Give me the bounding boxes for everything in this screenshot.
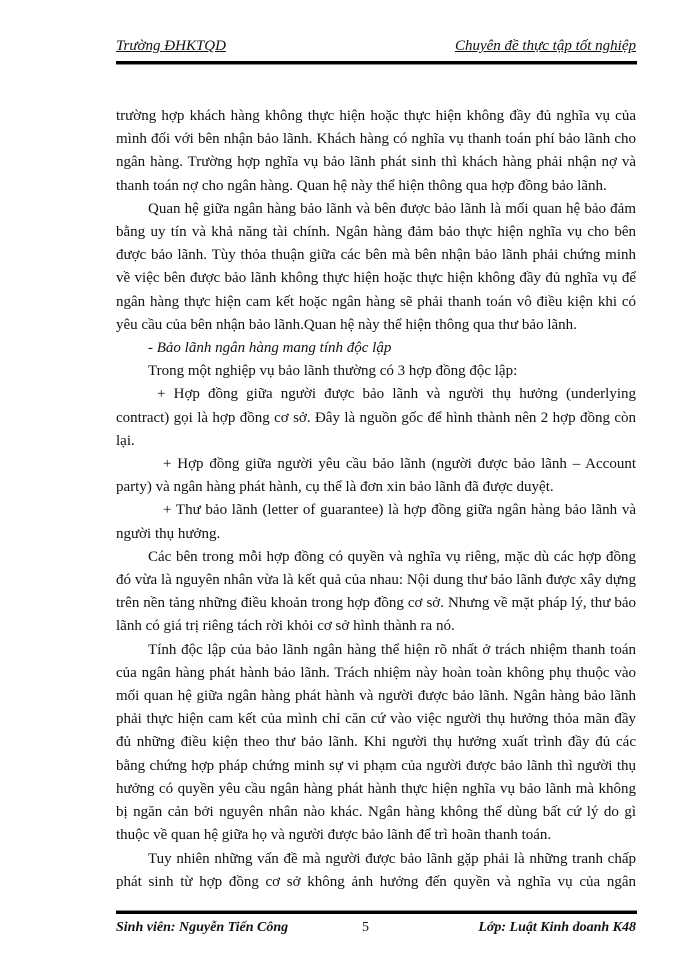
paragraph: Các bên trong mỗi hợp đồng có quyền và nghĩa vụ riêng, mặc dù các hợp đồng đó vừa là nguyên nhân vừa là kết quả của nhau: Nội dung thư bảo lãnh được xây dựng trên nền tảng những điều khoản trong hợp đồng cơ sở. Nhưng về mặt pháp lý, thư bảo lãnh có giá trị riêng tách rời khỏi cơ sở hình thành ra nó.	[116, 548, 636, 635]
paragraph: Tính độc lập của bảo lãnh ngân hàng thể hiện rõ nhất ở trách nhiệm thanh toán của ngân hàng phát hành bảo lãnh. Trách nhiệm này hoàn toàn không phụ thuộc vào mối quan hệ giữa ngân hàng phát hành và người được bảo lãnh. Ngân hàng bảo lãnh phải thực hiện cam kết của mình chỉ căn cứ vào việc người thụ hưởng thỏa mãn đầy đủ những điều kiện theo thư bảo lãnh. Khi người thụ hưởng xuất trình đầy đủ các bằng chứng hợp pháp chứng minh sự vi phạm của người được bảo lãnh thì người thụ hưởng có quyền yêu cầu ngân hàng phát hành thực hiện nghĩa vụ bảo lãnh mà không bị ngăn cản bởi nguyên nhân nào khác. Ngân hàng không thể dùng bất cứ lý do gì thuộc về quan hệ giữa họ và người được bảo lãnh để trì hoãn thanh toán.	[116, 641, 636, 844]
paragraph: Trong một nghiệp vụ bảo lãnh thường có 3 hợp đồng độc lập:	[148, 363, 518, 380]
footer-rule	[116, 910, 637, 914]
footer-class: Lớp: Luật Kinh doanh K48	[478, 920, 636, 935]
header-rule	[116, 61, 637, 65]
paragraph: trường hợp khách hàng không thực hiện hoặc thực hiện không đầy đủ nghĩa vụ của mình đối với bên nhận bảo lãnh. Khách hàng có nghĩa vụ thanh toán phí bảo lãnh cho ngân hàng. Trường hợp nghĩa vụ bảo lãnh phát sinh thì khách hàng phải nhận nợ và thanh toán nợ cho ngân hàng. Quan hệ này thể hiện thông qua hợp đồng bảo lãnh.	[116, 108, 636, 194]
footer-student: Sinh viên: Nguyễn Tiến Công	[116, 920, 289, 935]
paragraph: Tuy nhiên những vấn đề mà người được bảo lãnh gặp phải là những tranh chấp phát sinh từ hợp đồng cơ sở không ảnh hưởng đến quyền và nghĩa vụ của ngân	[116, 850, 636, 890]
list-item: + Hợp đồng giữa người được bảo lãnh và người thụ hưởng (underlying contract) gọi là hợp đồng cơ sở. Đây là nguồn gốc để hình thành nên 2 hợp đồng còn lại.	[116, 386, 636, 449]
header-title: Chuyên đề thực tập tốt nghiệp	[454, 38, 636, 54]
paragraph: Quan hệ giữa ngân hàng bảo lãnh và bên được bảo lãnh là mối quan hệ bảo đảm bằng uy tín và khả năng tài chính. Ngân hàng đảm bảo thực hiện nghĩa vụ cho bên được bảo lãnh. Tùy thỏa thuận giữa các bên mà bên nhận bảo lãnh phải chứng minh về việc bên được bảo lãnh không thực hiện hoặc thực hiện không đầy đủ nghĩa vụ để ngân hàng thực hiện cam kết hoặc ngân hàng sẽ phải thanh toán vô điều kiện khi có yêu cầu của bên nhận bảo lãnh.Quan hệ này thể hiện thông qua thư bảo lãnh.	[116, 200, 636, 333]
list-item: + Hợp đồng giữa người yêu cầu bảo lãnh (người được bảo lãnh – Account party) và ngân hàng phát hành, cụ thể là đơn xin bảo lãnh đã được duyệt.	[116, 456, 636, 496]
page-header	[116, 38, 636, 58]
page-number: 5	[362, 920, 369, 935]
section-heading: - Bảo lãnh ngân hàng mang tính độc lập	[148, 340, 392, 357]
list-item: + Thư bảo lãnh (letter of guarantee) là hợp đồng giữa ngân hàng bảo lãnh và người thụ hưởng.	[116, 502, 636, 542]
document-body	[116, 105, 636, 894]
header-school: Trường ĐHKTQD	[116, 38, 226, 54]
